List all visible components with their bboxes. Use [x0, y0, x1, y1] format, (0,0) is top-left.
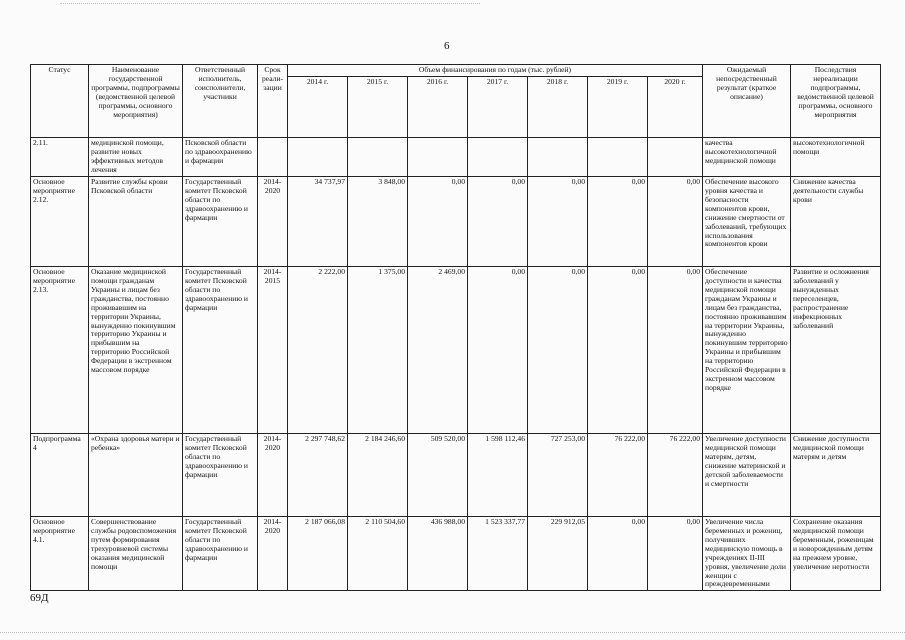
- row-result: Обеспечение доступности и качества медицинской помощи гражданам Украины и лицам без гражданства, постоянно проживавшим на территории Украины, вынужденно покинувшим территорию Украины и прибывшим на территорию Российской Федерации в экстренном массовом порядке: [703, 266, 791, 433]
- page-number: 6: [444, 40, 450, 52]
- table-row: [31, 176, 881, 266]
- row-value: [408, 138, 468, 177]
- row-value: [648, 138, 703, 177]
- row-term: 2014-2020: [258, 433, 288, 516]
- row-status: Основное мероприятие 4.1.: [31, 516, 89, 591]
- row-value: 436 988,00: [408, 516, 468, 591]
- header-term: Срок реали-зации: [258, 65, 288, 138]
- header-status: Статус: [31, 65, 89, 138]
- header-year: 2019 г.: [588, 77, 648, 138]
- row-value: 727 253,00: [528, 433, 588, 516]
- table-row: [31, 138, 881, 177]
- row-name: Оказание медицинской помощи гражданам Украины и лицам без гражданства, постоянно проживавшим на территории Украины, вынужденно покинувшим территорию Украины и прибывшим на территорию Российской Федерации в экстренном массовом порядке: [89, 266, 183, 433]
- row-result: Обеспечение высокого уровня качества и безопасности компонентов крови, снижение смертности от заболеваний, требующих использования компонентов крови: [703, 176, 791, 266]
- row-executor: Государственный комитет Псковской области по здравоохранению и фармации: [183, 176, 258, 266]
- row-result: Увеличение доступности медицинской помощи матерям, детям, снижение материнской и детской заболеваемости и смертности: [703, 433, 791, 516]
- row-name: «Охрана здоровья матери и ребенка»: [89, 433, 183, 516]
- row-term: 2014-2020: [258, 516, 288, 591]
- row-value: 1 375,00: [348, 266, 408, 433]
- row-value: 0,00: [588, 516, 648, 591]
- header-funding: Объем финансирования по годам (тыс. рублей): [288, 65, 703, 77]
- header-row-1: [31, 65, 881, 77]
- header-result: Ожидаемый непосредственный результат (краткое описание): [703, 65, 791, 138]
- row-value: 0,00: [648, 176, 703, 266]
- row-value: 3 848,00: [348, 176, 408, 266]
- row-value: 509 520,00: [408, 433, 468, 516]
- row-value: [348, 138, 408, 177]
- row-value: 0,00: [588, 266, 648, 433]
- row-name: медицинской помощи, развитие новых эффективных методов лечения: [89, 138, 183, 177]
- row-executor: Псковской области по здравоохранению и фармации: [183, 138, 258, 177]
- row-term: 2014-2020: [258, 176, 288, 266]
- row-value: 2 469,00: [408, 266, 468, 433]
- row-value: 0,00: [468, 176, 528, 266]
- row-consequences: Снижение качества деятельности службы крови: [791, 176, 881, 266]
- program-table: [30, 64, 881, 591]
- header-year: 2014 г.: [288, 77, 348, 138]
- row-value: 0,00: [468, 266, 528, 433]
- header-name: Наименование государственной программы, подпрограммы (ведомственной целевой программы, основного мероприятия): [89, 65, 183, 138]
- row-value: 2 187 066,08: [288, 516, 348, 591]
- row-value: 1 523 337,77: [468, 516, 528, 591]
- row-value: 1 598 112,46: [468, 433, 528, 516]
- row-name: Совершенствование службы родовспоможения путем формирования трехуровневой системы оказания медицинской помощи: [89, 516, 183, 591]
- row-value: 2 184 246,60: [348, 433, 408, 516]
- row-value: 229 912,05: [528, 516, 588, 591]
- scan-artifact-bottom: [0, 632, 905, 634]
- row-value: 0,00: [588, 176, 648, 266]
- row-value: 0,00: [648, 266, 703, 433]
- scan-artifact-top: [60, 3, 480, 5]
- row-value: 0,00: [408, 176, 468, 266]
- row-status: Основное мероприятие 2.13.: [31, 266, 89, 433]
- row-consequences: Сохранение оказания медицинской помощи беременным, роженицам и новорожденным детям на прежнем уровне, увеличение неротности: [791, 516, 881, 591]
- row-executor: Государственный комитет Псковской области по здравоохранению и фармации: [183, 516, 258, 591]
- row-value: [288, 138, 348, 177]
- row-term: [258, 138, 288, 177]
- row-term: 2014-2015: [258, 266, 288, 433]
- row-value: 76 222,00: [648, 433, 703, 516]
- row-value: 34 737,97: [288, 176, 348, 266]
- row-value: [528, 138, 588, 177]
- row-result: Увеличение числа беременных и рожениц, получивших медицинскую помощь в учреждениях II-III уровня, увеличение доли женщин с преждевременными: [703, 516, 791, 591]
- header-year: 2020 г.: [648, 77, 703, 138]
- header-year: 2017 г.: [468, 77, 528, 138]
- row-consequences: Развитие и осложнения заболеваний у вынужденных переселенцев, распространение инфекционных заболеваний: [791, 266, 881, 433]
- row-value: 2 222,00: [288, 266, 348, 433]
- header-year: 2018 г.: [528, 77, 588, 138]
- row-name: Развитие службы крови Псковской области: [89, 176, 183, 266]
- row-status: Основное мероприятие 2.12.: [31, 176, 89, 266]
- header-year: 2016 г.: [408, 77, 468, 138]
- row-executor: Государственный комитет Псковской области по здравоохранению и фармации: [183, 433, 258, 516]
- row-result: качества высокотехнологичной медицинской помощи: [703, 138, 791, 177]
- table-row: [31, 433, 881, 516]
- row-value: 0,00: [648, 516, 703, 591]
- row-value: [468, 138, 528, 177]
- row-value: 0,00: [528, 176, 588, 266]
- row-consequences: Снижение доступности медицинской помощи матерям и детям: [791, 433, 881, 516]
- row-consequences: высокотехнологичной помощи: [791, 138, 881, 177]
- row-value: 0,00: [528, 266, 588, 433]
- table-row: [31, 266, 881, 433]
- header-consequences: Последствия нереализации подпрограммы, ведомственной целевой программы, основного мероприятия: [791, 65, 881, 138]
- table-row: [31, 516, 881, 591]
- row-value: [588, 138, 648, 177]
- row-value: 76 222,00: [588, 433, 648, 516]
- row-status: 2.11.: [31, 138, 89, 177]
- footer-mark: 69Д: [30, 592, 49, 604]
- header-executor: Ответственный исполнитель, соисполнители, участники: [183, 65, 258, 138]
- row-value: 2 297 748,62: [288, 433, 348, 516]
- row-status: Подпрограмма 4: [31, 433, 89, 516]
- row-executor: Государственный комитет Псковской области по здравоохранению и фармации: [183, 266, 258, 433]
- row-value: 2 110 504,60: [348, 516, 408, 591]
- header-year: 2015 г.: [348, 77, 408, 138]
